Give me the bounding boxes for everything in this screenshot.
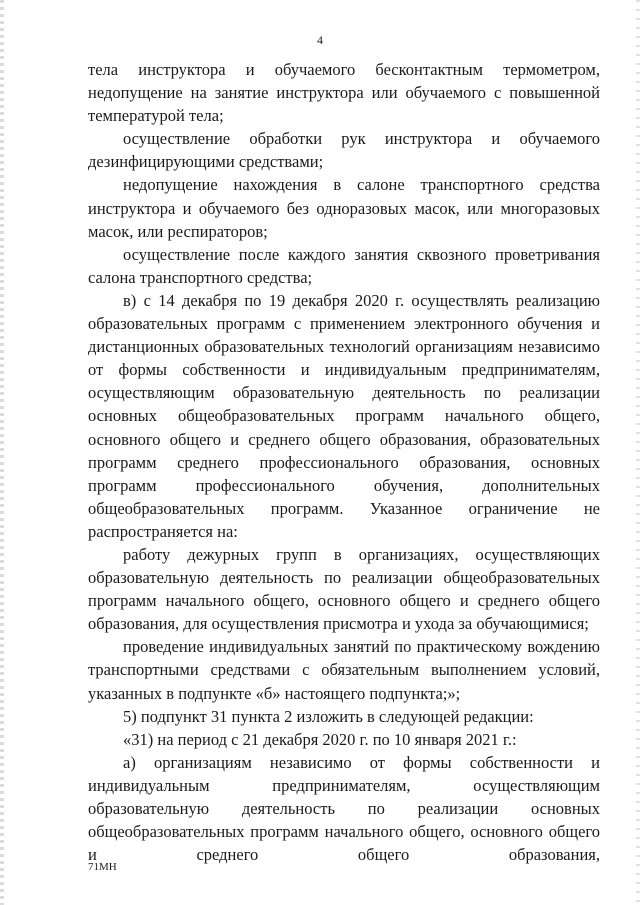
document-body <box>88 58 600 866</box>
scan-edge-right <box>636 0 640 905</box>
paragraph-hand-disinfection: осуществление обработки рук инструктора и обучаемого дезинфицирующими средствами; <box>88 129 600 172</box>
paragraph-duty-groups: работу дежурных групп в организациях, осуществляющих образовательную деятельность по реализации общеобразовательных программ начального общего, основного общего и среднего общего образования, для осуществления присмотра и ухода за обучающимися; <box>88 544 600 634</box>
paragraph-ventilation: осуществление после каждого занятия сквозного проветривания салона транспортного средства; <box>88 244 600 287</box>
paragraph-driving-lessons: проведение индивидуальных занятий по практическому вождению транспортными средствами с обязательным выполнением условий, указанных в подпункте «б» настоящего подпункта;»; <box>88 637 600 703</box>
page-number: 4 <box>317 33 323 47</box>
paragraph-subpoint-5: 5) подпункт 31 пункта 2 изложить в следующей редакции: <box>123 706 534 726</box>
scan-edge-left <box>0 0 4 905</box>
paragraph-subpoint-31-period: «31) на период с 21 декабря 2020 г. по 10 января 2021 г.: <box>123 729 517 749</box>
paragraph-item-v-distance-learning: в) с 14 декабря по 19 декабря 2020 г. осуществлять реализацию образовательных программ с применением электронного обучения и дистанционных образовательных технологий организациям независимо от формы собственности и индивидуальным предпринимателям, осуществляющим образовательную деятельность по реализации основных общеобразовательных программ начального общего, основного общего и среднего общего образования, образовательных программ среднего профессионального образования, основных программ профессионального обучения, дополнительных общеобразовательных программ. Указанное ограничение не распространяется на: <box>88 290 600 541</box>
footer-document-code: 71МН <box>88 861 117 873</box>
paragraph-continuation: тела инструктора и обучаемого бесконтактным термометром, недопущение на занятие инструктора или обучаемого с повышенной температурой тела; <box>88 60 600 126</box>
paragraph-masks-requirement: недопущение нахождения в салоне транспортного средства инструктора и обучаемого без одноразовых масок, или многоразовых масок, или респираторов; <box>88 175 600 241</box>
paragraph-item-a-organizations: а) организациям независимо от формы собственности и индивидуальным предпринимателям, осуществляющим образовательную деятельность по реализации основных общеобразовательных программ начального общего, основного общего и среднего общего образования, <box>88 752 600 865</box>
